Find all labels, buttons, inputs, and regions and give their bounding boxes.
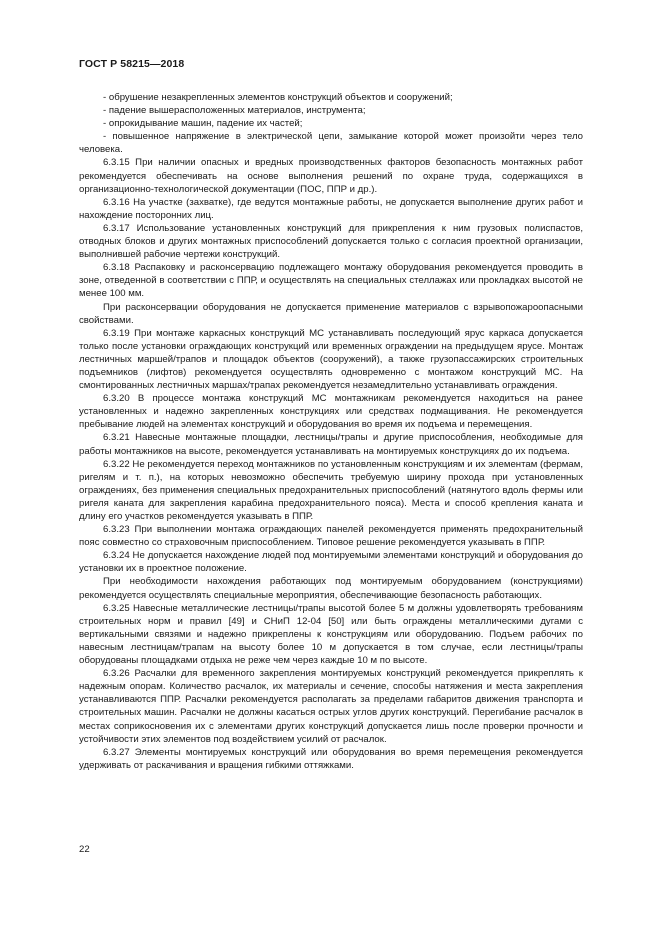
clause-6-3-16: 6.3.16 На участке (захватке), где ведутся монтажные работы, не допускается выполнение других работ и нахождение посторонних лиц. bbox=[79, 196, 583, 221]
clause-6-3-24-note: При необходимости нахождения работающих под монтируемым оборудованием (конструкциями) рекомендуется осуществлять специальные мероприятия, обеспечивающие безопасность работающих. bbox=[79, 576, 583, 601]
clause-6-3-23: 6.3.23 При выполнении монтажа ограждающих панелей рекомендуется применять предохранительный пояс совместно со страховочным приспособлением. Типовое решение рекомендуется указывать в ППР. bbox=[79, 524, 583, 549]
clause-6-3-18: 6.3.18 Распаковку и расконсервацию подлежащего монтажу оборудования рекомендуется проводить в зоне, отведенной в соответствии с ППР, и осуществлять на специальных стеллажах или прокладках высотой не менее 100 мм. bbox=[79, 262, 583, 300]
clause-6-3-27: 6.3.27 Элементы монтируемых конструкций или оборудования во время перемещения рекомендуется удерживать от раскачивания и вращения гибкими оттяжками. bbox=[79, 746, 583, 771]
bullet-item: - падение вышерасположенных материалов, инструмента; bbox=[103, 105, 366, 117]
clause-6-3-19: 6.3.19 При монтаже каркасных конструкций МС устанавливать последующий ярус каркаса допускается только после установки ограждающих конструкций или временных ограждении на предыдущем ярусе. Монтаж лестничных маршей/трапов и площадок объектов (сооружений), а также грузопассажирских строительных подъемников (лифтов) рекомендуется осуществлять одновременно с монтажом конструкций МС. На смонтированных лестничных маршах/трапах рекомендуется незамедлительно устанавливать ограждения. bbox=[79, 327, 583, 392]
bullet-item: - обрушение незакрепленных элементов конструкций объектов и сооружений; bbox=[103, 92, 453, 103]
document-body bbox=[79, 91, 583, 772]
page-number: 22 bbox=[79, 844, 90, 855]
clause-6-3-26: 6.3.26 Расчалки для временного закрепления монтируемых конструкций рекомендуется прикреплять к надежным опорам. Количество расчалок, их материалы и сечение, способы натяжения и места закрепления устанавливаются ППР. Расчалки рекомендуется располагать за пределами габаритов движения транспорта и строительных машин. Расчалки не должны касаться острых углов других конструкций. Перегибание расчалок в местах соприкосновения их с элементами других конструкций допускается лишь после проверки прочности и устойчивости этих элементов под воздействием усилий от расчалок. bbox=[79, 668, 583, 745]
clause-6-3-18-note: При расконсервации оборудования не допускается применение материалов с взрывопожароопасными свойствами. bbox=[79, 301, 583, 326]
document-standard-title: ГОСТ Р 58215—2018 bbox=[79, 58, 185, 70]
clause-6-3-21: 6.3.21 Навесные монтажные площадки, лестницы/трапы и другие приспособления, необходимые для работы монтажников на высоте, рекомендуется устанавливать на монтируемых конструкциях до их подъема. bbox=[79, 432, 583, 457]
clause-6-3-17: 6.3.17 Использование установленных конструкций для прикрепления к ним грузовых полиспастов, отводных блоков и других монтажных приспособлений допускается только с согласия проектной организации, выполнившей рабочие чертежи конструкций. bbox=[79, 222, 583, 261]
clause-6-3-25: 6.3.25 Навесные металлические лестницы/трапы высотой более 5 м должны удовлетворять требованиям строительных норм и правил [49] и СНиП 12-04 [50] или быть ограждены металлическими дугами с вертикальными связями и надежно прикреплены к конструкциям или оборудованию. Подъем рабочих по навесным лестницам/трапам на высоту более 10 м допускается в том случае, если лестницы/трапы оборудованы площадками отдыха не реже чем через каждые 10 м по высоте. bbox=[79, 602, 583, 667]
bullet-item: - повышенное напряжение в электрической цепи, замыкание которой может произойти через тело человека. bbox=[79, 131, 583, 156]
clause-6-3-20: 6.3.20 В процессе монтажа конструкций МС монтажникам рекомендуется находиться на ранее установленных и надежно закрепленных конструкциях или средствах подмащивания. Не рекомендуется пребывание людей на элементах конструкций и оборудования во время их подъема и перемещения. bbox=[79, 393, 583, 431]
clause-6-3-15: 6.3.15 При наличии опасных и вредных производственных факторов безопасность монтажных работ рекомендуется обеспечивать на основе выполнения решений по охране труда, содержащихся в организационно-технологической документации (ПОС, ППР и др.). bbox=[79, 157, 583, 195]
clause-6-3-22: 6.3.22 Не рекомендуется переход монтажников по установленным конструкциям и их элементам (фермам, ригелям и т. п.), на которых невозможно обеспечить требуемую ширину прохода при установленных ограждениях, без применения специальных предохранительных приспособлений (натянутого вдоль фермы или ригеля каната для закрепления карабина предохранительного пояса). Места и способ крепления каната и длину его участков рекомендуется указывать в ППР. bbox=[79, 458, 583, 522]
clause-6-3-24: 6.3.24 Не допускается нахождение людей под монтируемыми элементами конструкций и оборудования до установки их в проектное положение. bbox=[79, 550, 583, 575]
bullet-item: - опрокидывание машин, падение их частей; bbox=[103, 118, 303, 130]
